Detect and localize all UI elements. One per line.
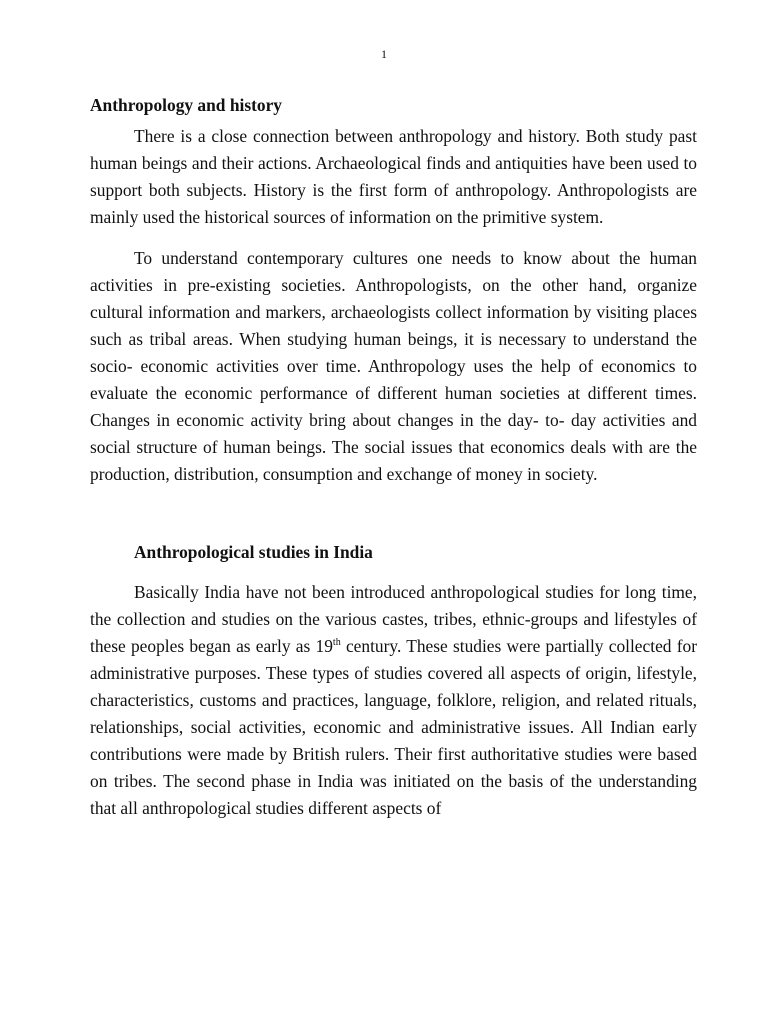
page-content — [90, 92, 697, 822]
paragraph-india-studies — [90, 579, 697, 822]
century-superscript: th — [332, 637, 341, 649]
paragraph-india-studies-part2: century. These studies were partially collected for administrative purposes. These types of studies covered all aspects of origin, lifestyle, characteristics, customs and practices, language, folklore, religion, and related rituals, relationships, social activities, economic and administrative issues. All Indian early contributions were made by British rulers. Their first authoritative studies were based on tribes. The second phase in India was initiated on the basis of the understanding that all anthropological studies different aspects of — [90, 636, 697, 818]
section-heading-studies-india: Anthropological studies in India — [134, 542, 373, 562]
paragraph-connection: There is a close connection between anthropology and history. Both study past human beings and their actions. Archaeological finds and antiquities have been used to support both subjects. History is the first form of anthropology. Anthropologists are mainly used the historical sources of information on the primitive system. — [90, 126, 697, 227]
paragraph-contemporary-cultures: To understand contemporary cultures one needs to know about the human activities in pre-existing societies. Anthropologists, on the other hand, organize cultural information and markers, archaeologists collect information by visiting places such as tribal areas. When studying human beings, it is necessary to understand the socio- economic activities over time. Anthropology uses the help of economics to evaluate the economic performance of different human societies at different times. Changes in economic activity bring about changes in the day- to- day activities and social structure of human beings. The social issues that economics deals with are the production, distribution, consumption and exchange of money in society. — [90, 248, 697, 484]
section-heading-anthropology-history: Anthropology and history — [90, 95, 282, 115]
paragraph-india-studies-part1: Basically India have not been introduced anthropological studies for long time, the collection and studies on the various castes, tribes, ethnic-groups and lifestyles of these peoples began as early as 19 — [90, 582, 697, 656]
page-number: 1 — [381, 47, 387, 61]
